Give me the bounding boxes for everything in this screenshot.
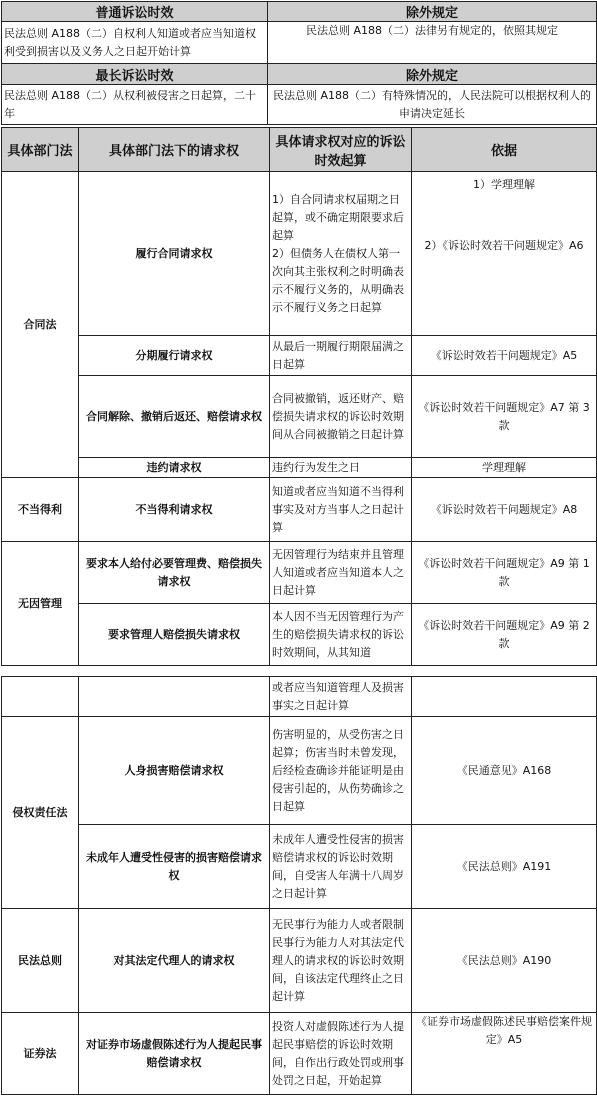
claim-negotiorum-2: 要求管理人赔偿损失请求权 bbox=[79, 604, 270, 666]
dept-tort: 侵权责任法 bbox=[2, 717, 79, 909]
period-installment: 从最后一期履行期限届满之日起算 bbox=[270, 336, 412, 376]
header-period: 具体请求权对应的诉讼时效起算 bbox=[270, 128, 412, 172]
max-exception-title: 除外规定 bbox=[268, 64, 597, 85]
basis-performance bbox=[412, 172, 597, 336]
dept-unjust-enrichment: 不当得利 bbox=[2, 478, 79, 542]
basis-rescission: 《诉讼时效若干问题规定》A7 第 3 款 bbox=[412, 376, 597, 458]
claim-breach: 违约请求权 bbox=[79, 458, 270, 478]
dept-securities: 证券法 bbox=[2, 1013, 79, 1095]
period-negotiorum-2b: 或者应当知道管理人及损害事实之日起计算 bbox=[270, 677, 412, 717]
basis-installment: 《诉讼时效若干问题规定》A5 bbox=[412, 336, 597, 376]
dept-contract: 合同法 bbox=[2, 172, 79, 478]
basis-minor-sexual-abuse: 《民法总则》A191 bbox=[412, 825, 597, 909]
period-minor-sexual-abuse: 未成年人遭受性侵害的损害赔偿请求权的诉讼时效期间，自受害人年满十八周岁之日起计算 bbox=[270, 825, 412, 909]
normal-limitation-title: 普通诉讼时效 bbox=[2, 2, 268, 22]
header-basis: 依据 bbox=[412, 128, 597, 172]
period-securities: 投资人对虚假陈述行为人提起民事赔偿的诉讼时效期间，自作出行政处罚或刑事处罚之日起，开始起算 bbox=[270, 1013, 412, 1095]
header-claim: 具体部门法下的请求权 bbox=[79, 128, 270, 172]
dept-continued bbox=[2, 677, 79, 717]
claim-unjust-enrichment: 不当得利请求权 bbox=[79, 478, 270, 542]
basis-performance-2: 2）《诉讼时效若干问题规定》A6 bbox=[424, 238, 584, 252]
period-legal-agent: 无民事行为能力人或者限制民事行为能力人对其法定代理人的请求权的诉讼时效期间，自该法定代理终止之日起计算 bbox=[270, 909, 412, 1013]
claim-personal-injury: 人身损害赔偿请求权 bbox=[79, 717, 270, 825]
claim-performance: 履行合同请求权 bbox=[79, 172, 270, 336]
basis-breach: 学理理解 bbox=[412, 458, 597, 478]
period-personal-injury: 伤害明显的，从受伤害之日起算；伤害当时未曾发现，后经检查确诊并能证明是由侵害引起的，从伤势确诊之日起算 bbox=[270, 717, 412, 825]
basis-performance-1: 1）学理理解 bbox=[473, 177, 535, 191]
max-limitation-title: 最长诉讼时效 bbox=[2, 64, 268, 85]
period-unjust-enrichment: 知道或者应当知道不当得利事实及对方当事人之日起计算 bbox=[270, 478, 412, 542]
basis-negotiorum-1: 《诉讼时效若干问题规定》A9 第 1 款 bbox=[412, 542, 597, 604]
basis-securities: 《证券市场虚假陈述民事赔偿案件规定》A5 bbox=[412, 1013, 597, 1095]
period-negotiorum-1: 无因管理行为结束并且管理人知道或者应当知道本人之日起计算 bbox=[270, 542, 412, 604]
normal-exception-text: 民法总则 A188（二）法律另有规定的，依照其规定 bbox=[268, 22, 597, 64]
claim-continued bbox=[79, 677, 270, 717]
basis-legal-agent: 《民法总则》A190 bbox=[412, 909, 597, 1013]
basis-personal-injury: 《民通意见》A168 bbox=[412, 717, 597, 825]
period-breach: 违约行为发生之日 bbox=[270, 458, 412, 478]
claim-legal-agent: 对其法定代理人的请求权 bbox=[79, 909, 270, 1013]
claim-rescission: 合同解除、撤销后返还、赔偿请求权 bbox=[79, 376, 270, 458]
normal-exception-title: 除外规定 bbox=[268, 2, 597, 22]
normal-limitation-text: 民法总则 A188（二）自权利人知道或者应当知道权利受到损害以及义务人之日起开始计算 bbox=[2, 22, 268, 64]
claim-securities: 对证券市场虚假陈述行为人提起民事赔偿请求权 bbox=[79, 1013, 270, 1095]
claim-negotiorum-1: 要求本人给付必要管理费、赔偿损失请求权 bbox=[79, 542, 270, 604]
period-rescission: 合同被撤销，返还财产、赔偿损失请求权的诉讼时效期间从合同被撤销之日起计算 bbox=[270, 376, 412, 458]
limitation-summary-table bbox=[1, 1, 597, 125]
max-exception-text: 民法总则 A188（二）有特殊情况的，人民法院可以根据权利人的申请决定延长 bbox=[268, 85, 597, 125]
claims-table-part1 bbox=[1, 127, 597, 666]
max-limitation-text: 民法总则 A188（二）从权利被侵害之日起算，二十年 bbox=[2, 85, 268, 125]
basis-negotiorum-2: 《诉讼时效若干问题规定》A9 第 2 款 bbox=[412, 604, 597, 666]
claim-minor-sexual-abuse: 未成年人遭受性侵害的损害赔偿请求权 bbox=[79, 825, 270, 909]
dept-negotiorum: 无因管理 bbox=[2, 542, 79, 666]
basis-unjust-enrichment: 《诉讼时效若干问题规定》A8 bbox=[412, 478, 597, 542]
period-performance: 1）自合同请求权届期之日起算，或不确定期限要求后起算 2）但债务人在债权人第一次向其主张权利之时明确表示不履行义务的，从明确表示不履行义务之日起算 bbox=[270, 172, 412, 336]
header-dept: 具体部门法 bbox=[2, 128, 79, 172]
dept-general-provisions: 民法总则 bbox=[2, 909, 79, 1013]
claims-table-part2 bbox=[1, 676, 597, 1095]
basis-continued bbox=[412, 677, 597, 717]
claim-installment: 分期履行请求权 bbox=[79, 336, 270, 376]
period-negotiorum-2a: 本人因不当无因管理行为产生的赔偿损失请求权的诉讼时效期间，从其知道 bbox=[270, 604, 412, 666]
